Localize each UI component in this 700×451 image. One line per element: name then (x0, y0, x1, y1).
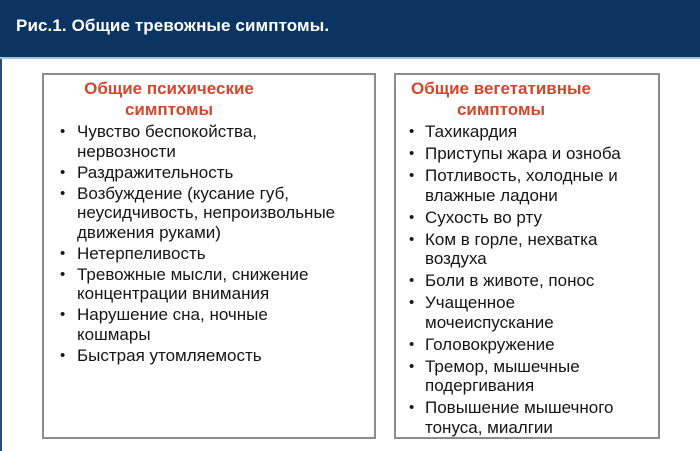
box-title-line: симптомы (456, 100, 546, 119)
item-text: Повышение мышечного (425, 398, 614, 417)
item-text: воздуха (425, 249, 487, 268)
list-item (44, 244, 374, 264)
bullet-icon: • (60, 244, 66, 262)
item-text: Боли в животе, понос (425, 271, 595, 290)
box-title-line: Общие вегетативные (411, 79, 591, 98)
item-text: Приступы жара и озноба (425, 144, 621, 163)
figure-title: Рис.1. Общие тревожные симптомы. (16, 16, 330, 35)
box-title-line: симптомы (124, 100, 214, 119)
list-item (44, 346, 374, 366)
list-item (396, 144, 658, 164)
bullet-icon: • (409, 335, 415, 353)
item-text: мочеиспускание (425, 312, 554, 332)
item-text: Нетерпеливость (77, 243, 206, 263)
item-text: неусидчивость, непроизвольные (77, 203, 336, 222)
item-text: подергивания (425, 376, 535, 395)
box-title-line: Общие психические (84, 79, 254, 98)
list-item (396, 357, 658, 396)
mental-symptoms-list (44, 122, 374, 365)
list-item (396, 208, 658, 228)
item-text: Чувство беспокойства, (77, 122, 258, 141)
item-text: нервозности (77, 141, 176, 161)
bullet-icon: • (409, 167, 415, 184)
mental-symptoms-box (42, 73, 376, 439)
vegetative-symptoms-box (394, 73, 660, 439)
item-text: Потливость, холодные и (425, 166, 618, 185)
bullet-icon: • (60, 346, 66, 364)
item-text: влажные ладони (425, 185, 558, 205)
list-item (396, 122, 658, 142)
item-text: Тахикардия (425, 122, 518, 141)
bullet-icon: • (409, 123, 415, 140)
bullet-icon: • (60, 265, 66, 283)
list-item (44, 122, 374, 161)
figure-header-bar (0, 0, 700, 57)
list-item (44, 305, 374, 344)
list-item (396, 166, 658, 205)
bullet-icon: • (409, 357, 415, 375)
item-text: концентрации внимания (77, 284, 270, 303)
list-item (396, 230, 658, 269)
list-item (44, 184, 374, 243)
item-text: Тремор, мышечные (425, 356, 580, 376)
list-item (44, 163, 374, 183)
bullet-icon: • (409, 230, 415, 248)
list-item (396, 293, 658, 332)
item-text: Раздражительность (77, 162, 234, 182)
bullet-icon: • (60, 123, 66, 140)
bullet-icon: • (409, 294, 415, 311)
item-text: Ком в горле, нехватка (425, 229, 598, 249)
mental-symptoms-title (44, 78, 294, 120)
bullet-icon: • (409, 272, 415, 289)
item-text: тонуса, миалгии (425, 417, 553, 437)
vegetative-symptoms-list (396, 122, 658, 437)
bullet-icon: • (409, 145, 415, 162)
list-item (396, 271, 658, 291)
item-text: Возбуждение (кусание губ, (77, 183, 290, 203)
item-text: кошмары (77, 324, 151, 344)
bullet-icon: • (409, 208, 415, 226)
item-text: Сухость во рту (425, 207, 542, 227)
bullet-icon: • (60, 163, 66, 181)
list-item (44, 265, 374, 304)
list-item (396, 398, 658, 437)
item-text: Нарушение сна, ночные (77, 305, 268, 324)
list-item (396, 335, 658, 355)
item-text: Головокружение (425, 334, 555, 354)
bullet-icon: • (409, 399, 415, 416)
vegetative-symptoms-title (396, 78, 606, 120)
bullet-icon: • (60, 306, 66, 323)
item-text: Быстрая утомляемость (77, 345, 262, 365)
item-text: движения руками) (77, 222, 221, 242)
bullet-icon: • (60, 184, 66, 202)
item-text: Тревожные мысли, снижение (77, 264, 309, 284)
item-text: Учащенное (425, 293, 516, 312)
